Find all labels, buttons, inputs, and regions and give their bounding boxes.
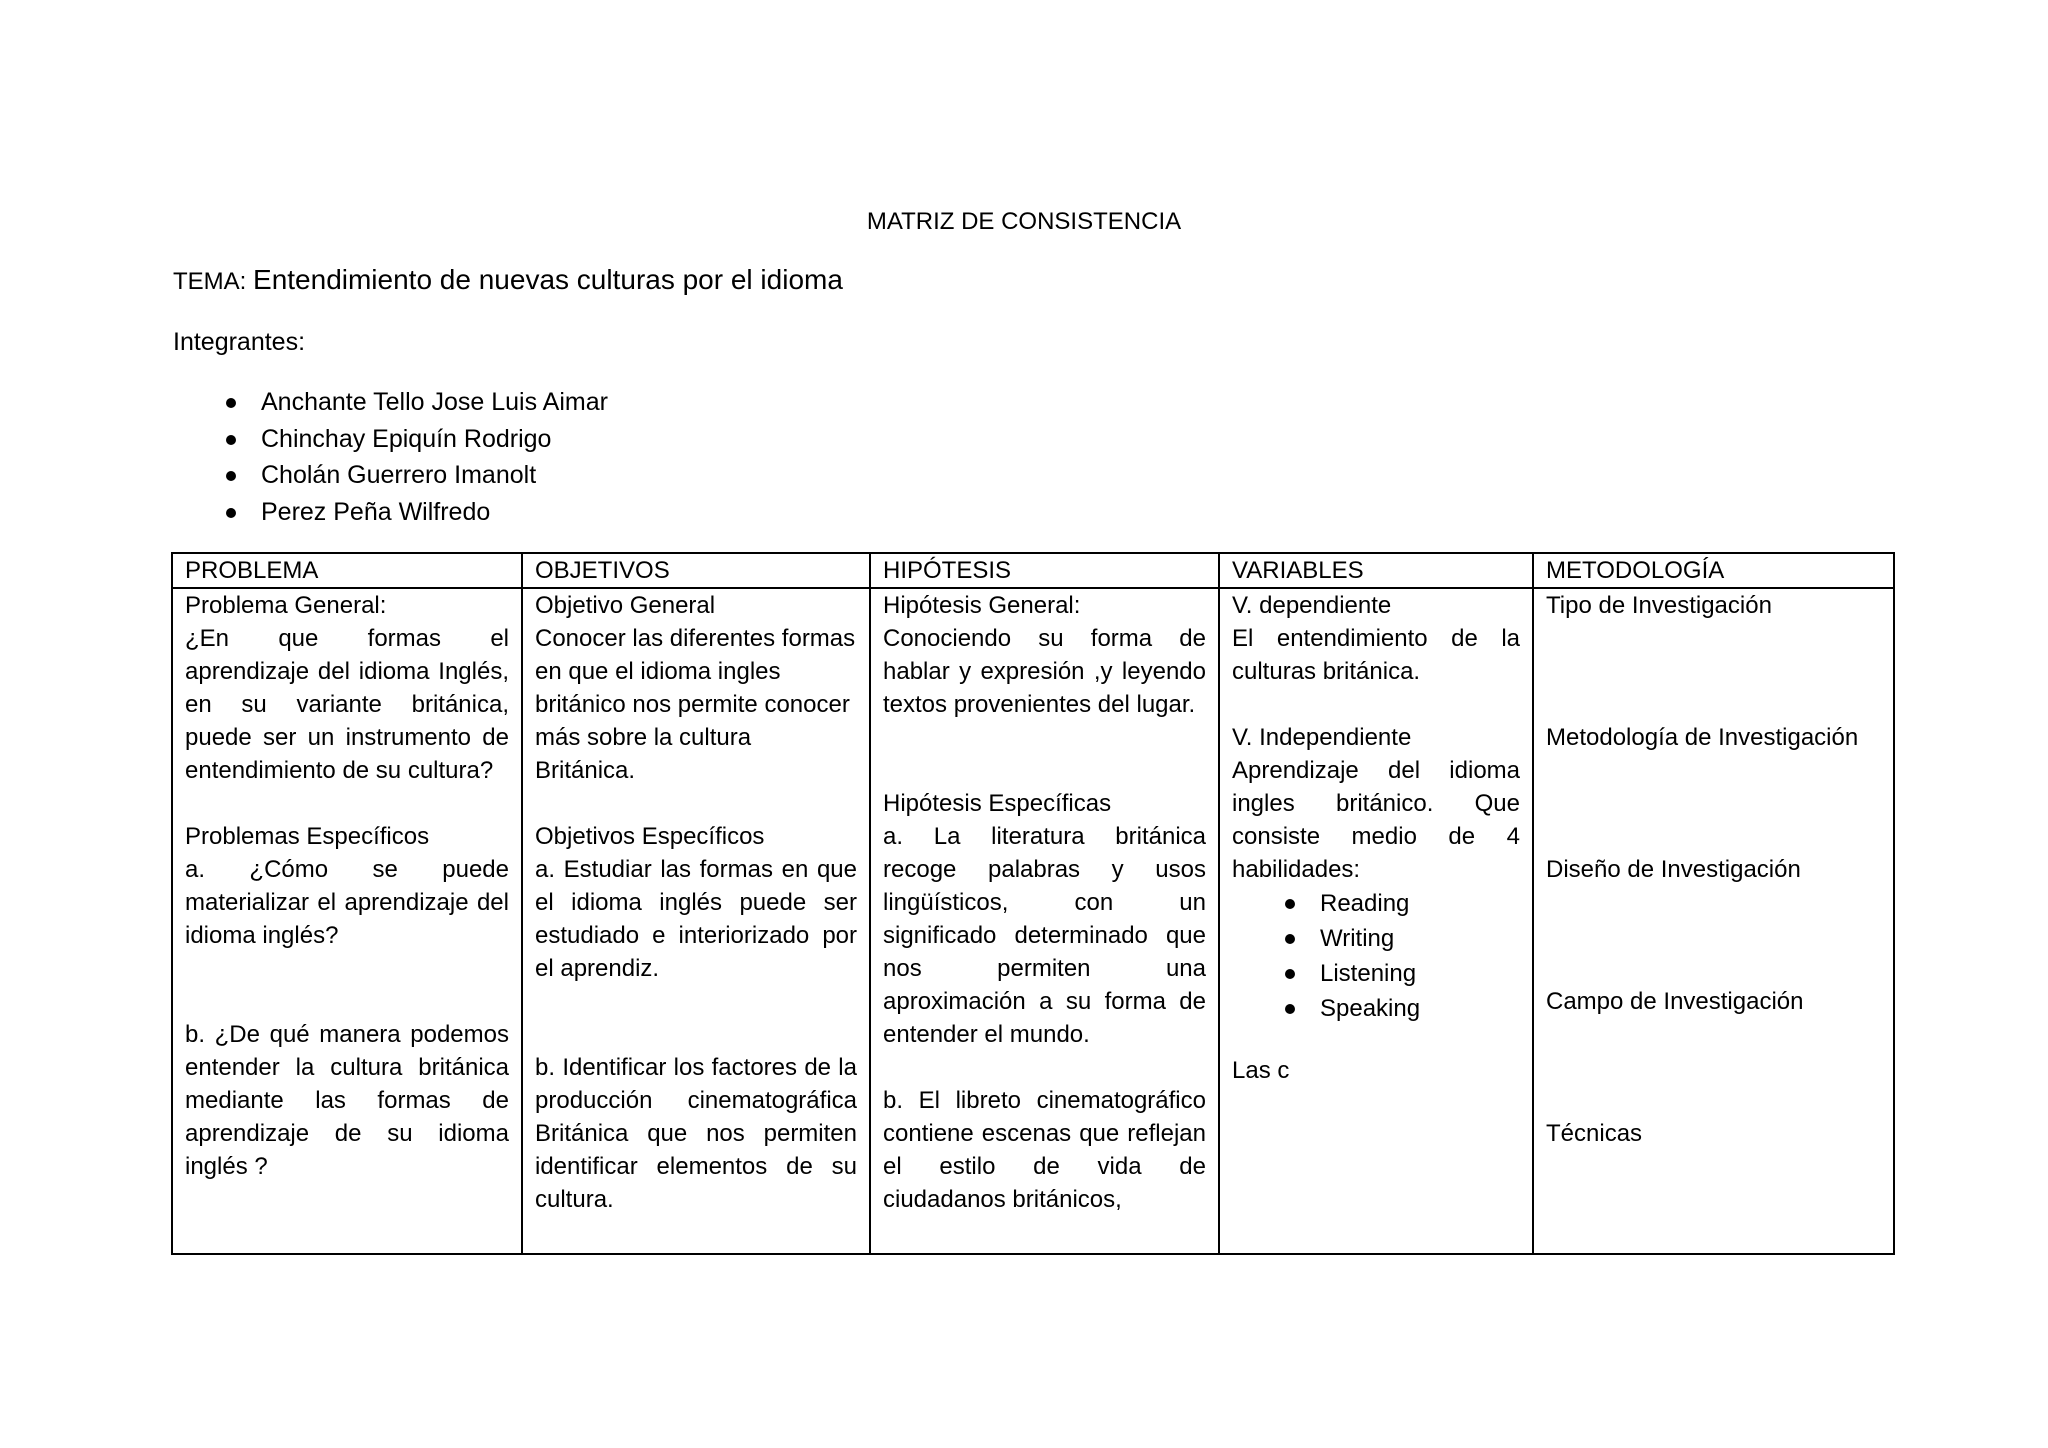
consistency-matrix-table	[171, 552, 1895, 1255]
cell-objetivos	[522, 588, 870, 1254]
problema-general-title: Problema General:	[185, 592, 387, 619]
variables-extra-text: Las c	[1232, 1057, 1290, 1084]
header-problema: PROBLEMA	[172, 553, 522, 588]
variable-independiente-title: V. Independiente	[1232, 724, 1412, 751]
member-item: Chinchay Epiquín Rodrigo	[173, 421, 608, 458]
tema-line	[173, 264, 843, 296]
hipotesis-especifica-b: b. El libreto cinematográfico contiene escenas que reflejan el estilo de vida de ciudadanos británicos,	[883, 1087, 1206, 1213]
objetivo-general-text: Conocer las diferentes formas en que el idioma ingles británico nos permite conocer más sobre la cultura Británica.	[535, 625, 856, 784]
header-hipotesis: HIPÓTESIS	[870, 553, 1219, 588]
variable-dependiente-title: V. dependiente	[1232, 592, 1392, 619]
table-row	[172, 588, 1894, 1254]
metodologia-diseno: Diseño de Investigación	[1546, 856, 1801, 883]
hipotesis-especifica-a: a. La literatura británica recoge palabras y usos lingüísticos, con un significado determinado que nos permiten una aproximación a su forma de entender el mundo.	[883, 823, 1206, 1048]
metodologia-campo: Campo de Investigación	[1546, 988, 1804, 1015]
habilidad-item: Writing	[1232, 921, 1520, 956]
objetivo-especifico-b: b. Identificar los factores de la producción cinematográfica Británica que nos permiten identificar elementos de su cultura.	[535, 1054, 857, 1213]
objetivos-especificos-title: Objetivos Específicos	[535, 823, 765, 850]
problema-especifico-b: b. ¿De qué manera podemos entender la cultura británica mediante las formas de aprendizaje de su idioma inglés ?	[185, 1021, 509, 1180]
hipotesis-general-title: Hipótesis General:	[883, 592, 1081, 619]
cell-hipotesis	[870, 588, 1219, 1254]
members-list	[173, 384, 608, 530]
objetivo-especifico-a: a. Estudiar las formas en que el idioma inglés puede ser estudiado e interiorizado por el aprendiz.	[535, 856, 857, 982]
header-variables: VARIABLES	[1219, 553, 1533, 588]
header-objetivos: OBJETIVOS	[522, 553, 870, 588]
problema-general-text: ¿En que formas el aprendizaje del idioma Inglés, en su variante británica, puede ser un instrumento de entendimiento de su cultura?	[185, 625, 509, 784]
tema-value: Entendimiento de nuevas culturas por el idioma	[253, 264, 843, 295]
habilidad-item: Speaking	[1232, 991, 1520, 1026]
variable-independiente-text: Aprendizaje del idioma ingles británico. Que consiste medio de 4 habilidades:	[1232, 757, 1520, 883]
cell-variables	[1219, 588, 1533, 1254]
problema-especifico-a: a. ¿Cómo se puede materializar el aprendizaje del idioma inglés?	[185, 856, 509, 949]
member-item: Cholán Guerrero Imanolt	[173, 457, 608, 494]
metodologia-tipo: Tipo de Investigación	[1546, 592, 1772, 619]
integrantes-label: Integrantes:	[173, 328, 306, 356]
metodologia-metodologia: Metodología de Investigación	[1546, 724, 1859, 751]
table-header-row	[172, 553, 1894, 588]
habilidad-item: Listening	[1232, 956, 1520, 991]
header-metodologia: METODOLOGÍA	[1533, 553, 1894, 588]
cell-problema	[172, 588, 522, 1254]
habilidad-item: Reading	[1232, 886, 1520, 921]
hipotesis-general-text: Conociendo su forma de hablar y expresión ,y leyendo textos provenientes del lugar.	[883, 625, 1206, 718]
hipotesis-especificas-title: Hipótesis Específicas	[883, 790, 1112, 817]
tema-label: TEMA:	[173, 268, 247, 295]
problemas-especificos-title: Problemas Específicos	[185, 823, 430, 850]
cell-metodologia	[1533, 588, 1894, 1254]
member-item: Anchante Tello Jose Luis Aimar	[173, 384, 608, 421]
objetivo-general-title: Objetivo General	[535, 592, 716, 619]
habilidades-list	[1232, 886, 1520, 1026]
variable-dependiente-text: El entendimiento de la culturas británica.	[1232, 625, 1520, 685]
member-item: Perez Peña Wilfredo	[173, 494, 608, 531]
page-title: MATRIZ DE CONSISTENCIA	[866, 208, 1182, 235]
metodologia-tecnicas: Técnicas	[1546, 1120, 1643, 1147]
